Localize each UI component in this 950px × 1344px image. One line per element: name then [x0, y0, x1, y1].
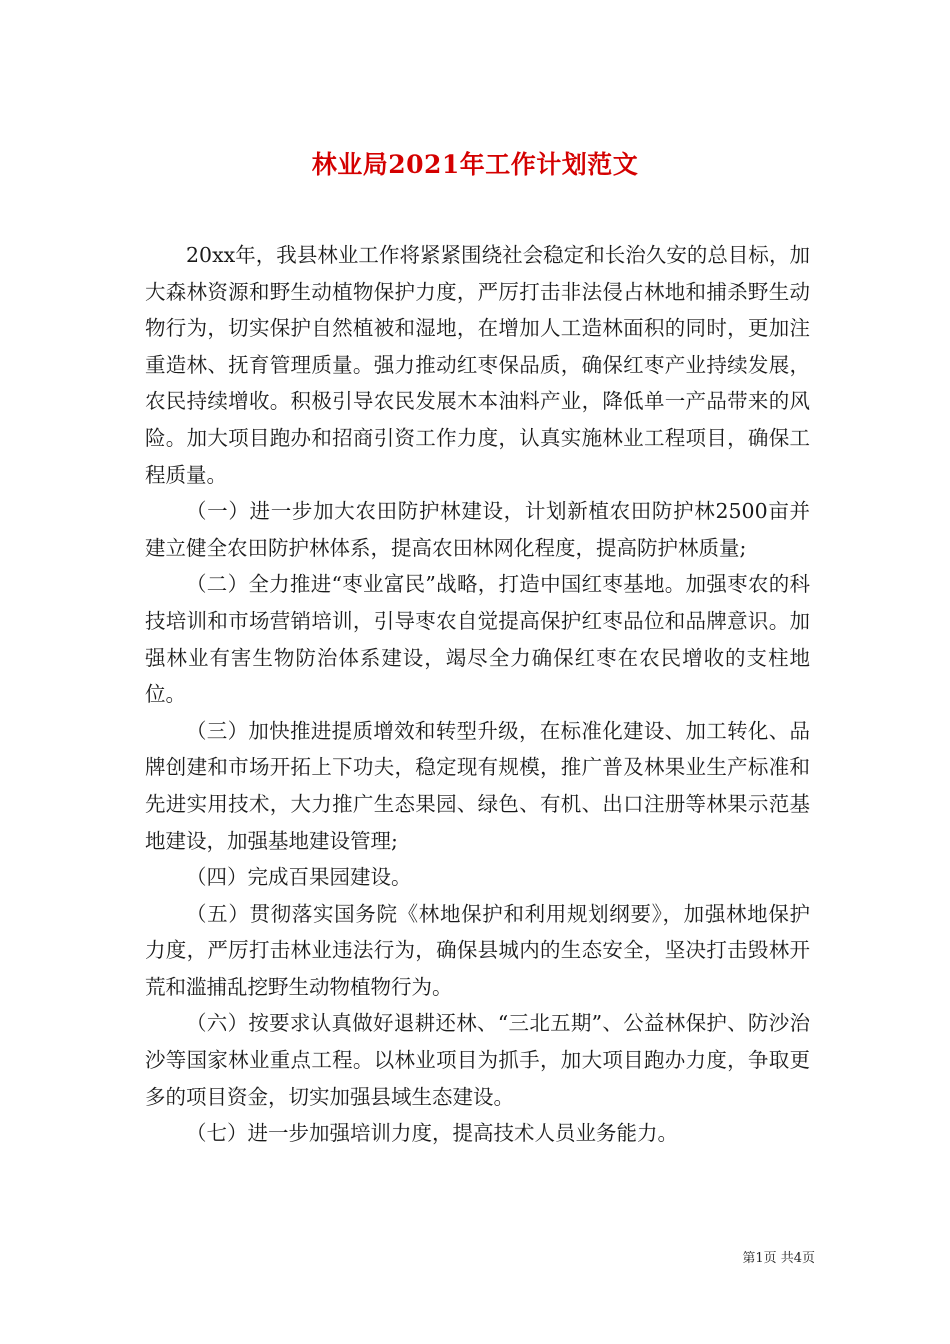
document-title: 林业局2021年工作计划范文 [311, 149, 639, 179]
paragraph-item-4: （四）完成百果园建设。 [186, 865, 412, 890]
document-body [145, 237, 810, 1152]
paragraph-item-5: （五）贯彻落实国务院《林地保护和利用规划纲要》，加强林地保护力度，严厉打击林业违法行为，确保县城内的生态安全，坚决打击毁林开荒和滥捕乱挖野生动物植物行为。 [145, 901, 810, 999]
paragraph-item-2: （二）全力推进“枣业富民”战略，打造中国红枣基地。加强枣农的科技培训和市场营销培训，引导枣农自觉提高保护红枣品位和品牌意识。加强林业有害生物防治体系建设，竭尽全力确保红枣在农民增收的支柱地位。 [145, 572, 810, 707]
page-number: 第1页 共4页 [742, 1251, 815, 1266]
paragraph-intro: 20xx年，我县林业工作将紧紧围绕社会稳定和长治久安的总目标，加大森林资源和野生动植物保护力度，严厉打击非法侵占林地和捕杀野生动物行为，切实保护自然植被和湿地，在增加人工造林面积的同时，更加注重造林、抚育管理质量。强力推动红枣保品质，确保红枣产业持续发展，农民持续增收。积极引导农民发展木本油料产业，降低单一产品带来的风险。加大项目跑办和招商引资工作力度，认真实施林业工程项目，确保工程质量。 [145, 243, 810, 487]
paragraph-item-6: （六）按要求认真做好退耕还林、“三北五期”、公益林保护、防沙治沙等国家林业重点工程。以林业项目为抓手，加大项目跑办力度，争取更多的项目资金，切实加强县域生态建设。 [145, 1011, 810, 1109]
paragraph-item-7: （七）进一步加强培训力度，提高技术人员业务能力。 [186, 1121, 678, 1146]
paragraph-item-1: （一）进一步加大农田防护林建设，计划新植农田防护林2500亩并建立健全农田防护林体系，提高农田林网化程度，提高防护林质量; [145, 499, 810, 560]
paragraph-item-3: （三）加快推进提质增效和转型升级，在标准化建设、加工转化、品牌创建和市场开拓上下功夫，稳定现有规模，推广普及林果业生产标准和先进实用技术，大力推广生态果园、绿色、有机、出口注册等林果示范基地建设，加强基地建设管理; [145, 718, 810, 853]
